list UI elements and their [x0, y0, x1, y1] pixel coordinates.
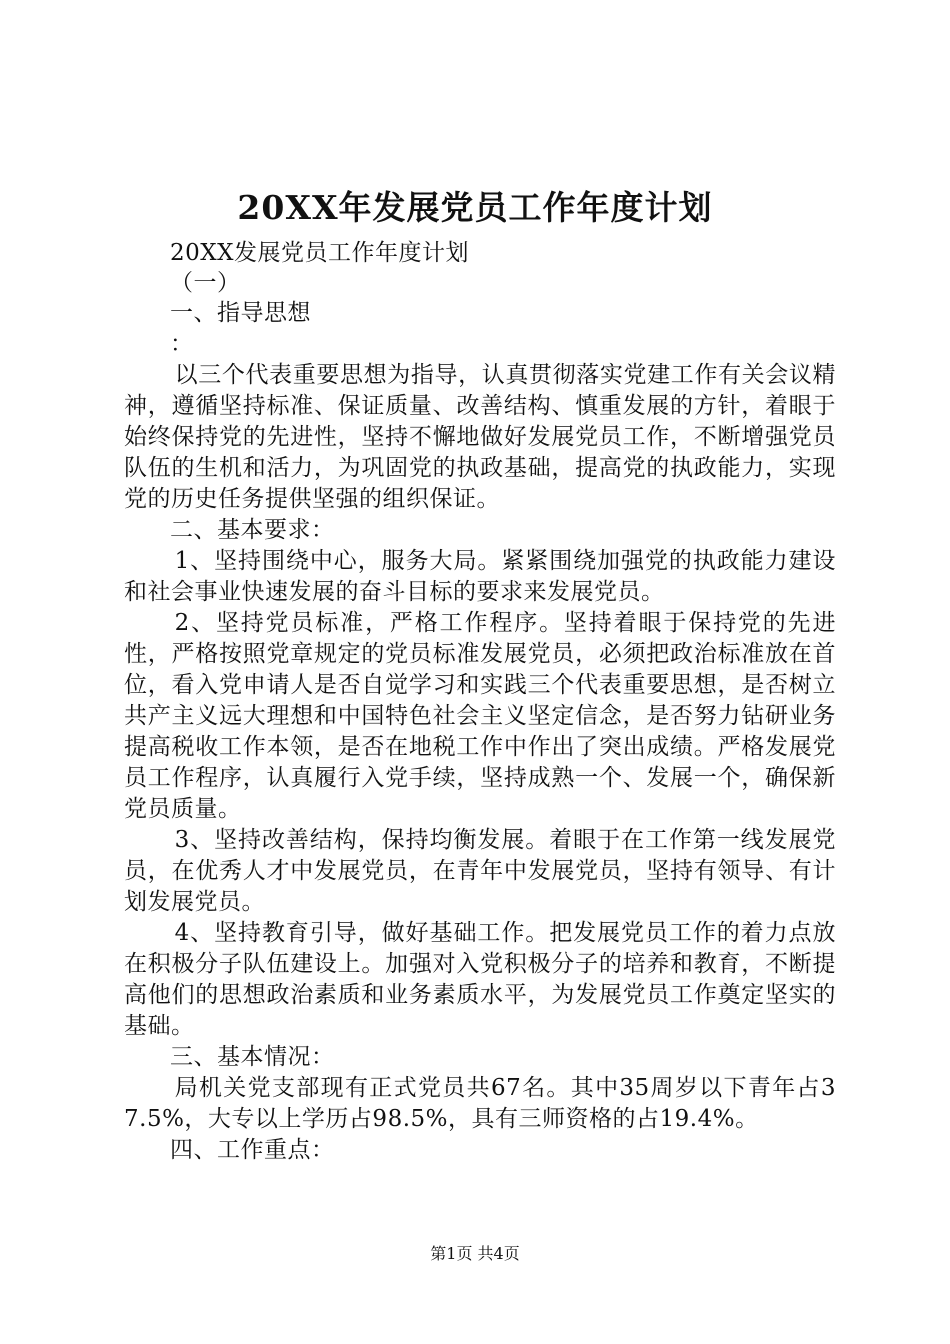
heading-basic-requirements: 二、基本要求： [170, 517, 335, 543]
heading-basic-situation: 三、基本情况： [170, 1044, 335, 1070]
page-number-footer: 第1页 共4页 [430, 1244, 520, 1263]
guiding-thought-paragraph: 以三个代表重要思想为指导，认真贯彻落实党建工作有关会议精神，遵循坚持标准、保证质量、改善结构、慎重发展的方针，着眼于始终保持党的先进性，坚持不懈地做好发展党员工作，不断增强党员队伍的生机和活力，为巩固党的执政基础，提高党的执政能力，实现党的历史任务提供坚强的组织保证。 [124, 362, 836, 512]
document-title: 20XX年发展党员工作年度计划 [237, 188, 713, 227]
heading-guiding-thought: 一、指导思想 [170, 300, 311, 326]
section-number-paragraph: （一） [170, 270, 241, 296]
subtitle-paragraph: 20XX发展党员工作年度计划 [170, 240, 470, 266]
heading-work-focus: 四、工作重点： [170, 1137, 335, 1163]
requirement-paragraph-4: 4、坚持教育引导，做好基础工作。把发展党员工作的着力点放在积极分子队伍建设上。加强对入党积极分子的培养和教育，不断提高他们的思想政治素质和业务素质水平，为发展党员工作奠定坚实的基础。 [124, 920, 836, 1039]
situation-paragraph: 局机关党支部现有正式党员共67名。其中35周岁以下青年占37.5%，大专以上学历占98.5%，具有三师资格的占19.4%。 [124, 1075, 836, 1132]
requirement-paragraph-1: 1、坚持围绕中心，服务大局。紧紧围绕加强党的执政能力建设和社会事业快速发展的奋斗目标的要求来发展党员。 [124, 548, 836, 605]
requirement-paragraph-3: 3、坚持改善结构，保持均衡发展。着眼于在工作第一线发展党员，在优秀人才中发展党员，在青年中发展党员，坚持有领导、有计划发展党员。 [124, 827, 836, 915]
requirement-paragraph-2: 2、坚持党员标准，严格工作程序。坚持着眼于保持党的先进性，严格按照党章规定的党员标准发展党员，必须把政治标准放在首位，看入党申请人是否自觉学习和实践三个代表重要思想，是否树立共产主义远大理想和中国特色社会主义坚定信念，是否努力钻研业务提高税收工作本领，是否在地税工作中作出了突出成绩。严格发展党员工作程序，认真履行入党手续，坚持成熟一个、发展一个，确保新党员质量。 [124, 610, 836, 822]
colon-line: ： [170, 331, 194, 357]
document-body [124, 238, 836, 1166]
